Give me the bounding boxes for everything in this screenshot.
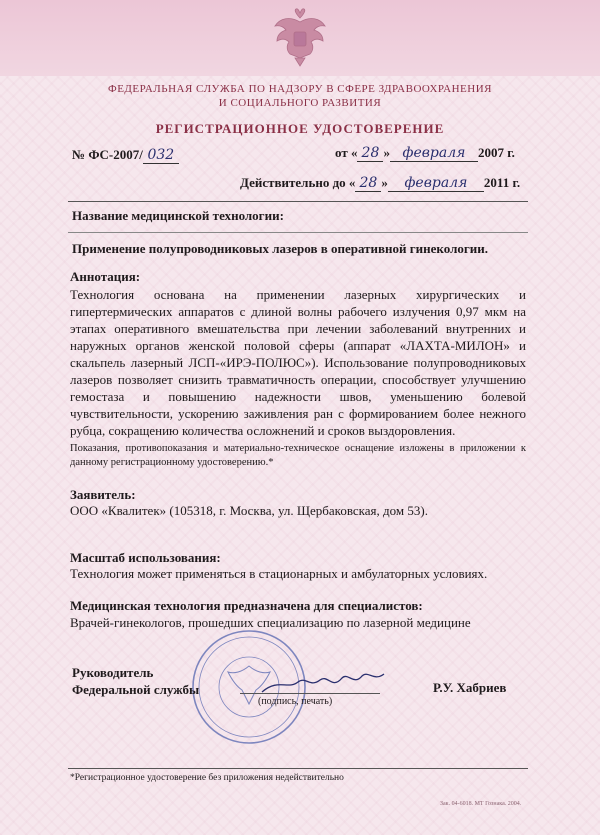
- annotation-text: Технология основана на применении лазерных хирургических и гипертермических аппаратов с длиной волны рабочего излучения 0,97 мкм на этапах оперативного вмешательства при лечении заболеваний внутренних и наружных органов женской половой сферы (аппарат «ЛАХТА-МИЛОН» и скальпель лазерный ЛСП-«ИРЭ-ПОЛЮС»). Использование полупроводниковых лазеров позволяет снизить травматичность операции, способствует улучшению гемостаза и повышению надежности швов, уменьшению болевой чувствительности, ускорению заживления ран с формированием более нежного рубца, сокращению количества осложнений и сроков выздоровления.: [70, 287, 526, 438]
- issue-date-month: февраля: [390, 145, 478, 162]
- issue-date-prefix: от «: [335, 145, 358, 160]
- valid-until-date: [240, 175, 520, 192]
- divider-top: [68, 201, 528, 202]
- annotation-label: Аннотация:: [70, 269, 141, 284]
- divider-footer: [68, 768, 528, 769]
- technology-name-label: Название медицинской технологии:: [72, 208, 284, 223]
- issue-date-year: 2007 г.: [477, 145, 515, 160]
- specialists-text: Врачей-гинекологов, прошедших специализацию по лазерной медицине: [70, 615, 471, 630]
- signature-line: [240, 693, 380, 694]
- applicant-label: Заявитель:: [70, 487, 136, 502]
- specialists-label: Медицинская технология предназначена для специалистов:: [70, 598, 423, 613]
- technology-name: Применение полупроводниковых лазеров в оперативной гинекологии.: [72, 241, 488, 256]
- footnote: *Регистрационное удостоверение без приложения недействительно: [70, 773, 344, 783]
- signatory-name: Р.У. Хабриев: [433, 680, 507, 695]
- registration-number-prefix: № ФС-2007/: [72, 147, 143, 162]
- valid-until-prefix: Действительно до «: [240, 175, 356, 190]
- valid-until-month: февраля: [388, 175, 484, 192]
- divider-technology: [68, 232, 528, 233]
- print-info: Зак. 04-6018. МТ Гознака. 2004.: [440, 801, 522, 807]
- applicant-text: ООО «Квалитек» (105318, г. Москва, ул. Щербаковская, дом 53).: [70, 503, 428, 518]
- valid-until-day: 28: [355, 175, 381, 192]
- issue-date-day: 28: [357, 145, 383, 162]
- registration-number: [72, 147, 179, 164]
- signatory-role-line1: Руководитель: [72, 665, 154, 680]
- annotation-note: Показания, противопоказания и материально-техническое оснащение изложены в приложении к данному регистрационному удостоверению.*: [70, 443, 526, 468]
- double-headed-eagle-emblem-icon: [272, 8, 328, 68]
- signature-caption: (подпись, печать): [258, 696, 333, 707]
- issue-date-quote: »: [383, 145, 390, 160]
- document-title: РЕГИСТРАЦИОННОЕ УДОСТОВЕРЕНИЕ: [155, 121, 445, 136]
- scale-label: Масштаб использования:: [70, 550, 221, 565]
- scale-text: Технология может применяться в стационарных и амбулаторных условиях.: [70, 566, 488, 581]
- issue-date: [335, 145, 515, 162]
- valid-until-quote: »: [381, 175, 388, 190]
- agency-name-line2: И СОЦИАЛЬНОГО РАЗВИТИЯ: [218, 97, 382, 109]
- agency-name-line1: ФЕДЕРАЛЬНАЯ СЛУЖБА ПО НАДЗОРУ В СФЕРЕ ЗДРАВООХРАНЕНИЯ: [108, 83, 492, 95]
- signatory-role-line2: Федеральной службы: [72, 682, 200, 697]
- valid-until-year: 2011 г.: [483, 175, 521, 190]
- registration-number-handwritten: 032: [143, 147, 179, 164]
